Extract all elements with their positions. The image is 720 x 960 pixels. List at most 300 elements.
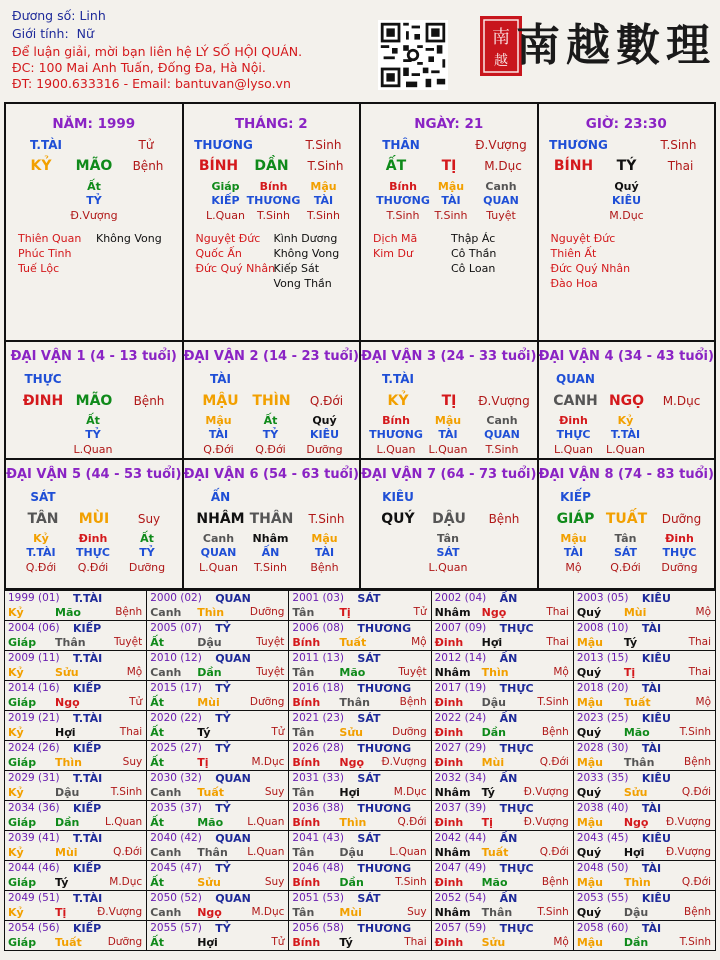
- year-label: 2025 (27): [150, 742, 202, 754]
- year-stem: Bính: [292, 936, 321, 949]
- dai-van-title: ĐẠI VẬN 5 (44 - 53 tuổi): [6, 467, 182, 482]
- hidden-phase: T.Sinh: [485, 443, 519, 456]
- year-label: 2001 (03): [292, 592, 345, 604]
- dai-van-god: THỰC: [24, 372, 62, 386]
- year-label: 2052 (54): [434, 892, 487, 904]
- hidden-god: THƯƠNG: [369, 428, 423, 441]
- dai-van-branch: MÃO: [75, 393, 113, 409]
- year-cell[interactable]: [432, 921, 574, 951]
- year-god: QUAN: [215, 832, 251, 845]
- year-god: KIẾP: [73, 802, 102, 815]
- year-stem: Tân: [292, 726, 315, 739]
- year-cell[interactable]: [574, 651, 716, 681]
- year-god: TỶ: [215, 682, 231, 695]
- year-phase: Tuyệt: [256, 666, 285, 678]
- year-phase: Suy: [264, 786, 285, 798]
- year-label: 2053 (55): [576, 892, 629, 904]
- year-stem: Tân: [292, 786, 315, 799]
- year-branch: Mão: [197, 816, 224, 829]
- year-label: 2049 (51): [8, 892, 60, 904]
- year-stem: Tân: [292, 846, 315, 859]
- year-phase: Suy: [122, 756, 143, 768]
- year-branch: Ngọ: [623, 816, 649, 829]
- year-god: TÀI: [641, 742, 662, 755]
- year-god: TÀI: [641, 682, 662, 695]
- year-cell[interactable]: [432, 591, 574, 621]
- year-phase: T.Sinh: [679, 936, 712, 948]
- year-cell[interactable]: [574, 621, 716, 651]
- year-phase: Q.Đới: [681, 786, 712, 798]
- year-phase: Đ.Vượng: [523, 786, 569, 798]
- year-branch: Mão: [339, 666, 366, 679]
- logo-text: 南越數理: [516, 20, 710, 71]
- year-god: TỶ: [215, 712, 231, 725]
- name-value: Linh: [79, 8, 106, 23]
- year-cell[interactable]: [574, 891, 716, 921]
- pillar-phase: T.Sinh: [307, 159, 344, 173]
- year-branch: Dậu: [481, 696, 506, 709]
- star-item: Cô Thần: [451, 247, 497, 260]
- year-cell[interactable]: [147, 891, 289, 921]
- year-phase: Đ.Vượng: [665, 816, 712, 828]
- year-branch: Tị: [197, 756, 209, 769]
- year-cell[interactable]: [5, 771, 147, 801]
- dai-van-cell-0: [6, 342, 184, 458]
- dai-van-cell-7: [539, 460, 715, 588]
- year-god: TỶ: [215, 622, 231, 635]
- year-phase: Bệnh: [684, 906, 712, 918]
- year-cell[interactable]: [147, 771, 289, 801]
- year-label: 2051 (53): [292, 892, 345, 904]
- year-cell[interactable]: [5, 591, 147, 621]
- year-branch: Dần: [55, 816, 80, 829]
- pillar-stem: BÍNH: [198, 158, 239, 174]
- hidden-stem: Canh: [486, 414, 518, 427]
- qr-code-icon[interactable]: [378, 20, 448, 90]
- year-cell[interactable]: [574, 681, 716, 711]
- hidden-stem: Bính: [259, 180, 288, 193]
- year-label: 2040 (42): [150, 832, 202, 844]
- year-cell[interactable]: [574, 921, 716, 951]
- star-item: Đức Quý Nhân: [550, 262, 631, 275]
- year-branch: Thìn: [481, 666, 509, 679]
- year-stem: Tân: [292, 606, 315, 619]
- year-phase: Tuyệt: [113, 636, 143, 648]
- year-label: 2011 (13): [292, 652, 345, 664]
- dai-van-title: ĐẠI VẬN 2 (14 - 23 tuổi): [183, 349, 359, 364]
- year-cell[interactable]: [147, 831, 289, 861]
- year-cell[interactable]: [289, 861, 431, 891]
- year-stem: Canh: [150, 786, 182, 799]
- dai-van-title: ĐẠI VẬN 6 (54 - 63 tuổi): [183, 467, 359, 482]
- dai-van-stem: GIÁP: [556, 511, 595, 527]
- year-phase: M.Dục: [251, 756, 285, 768]
- hidden-stem: Nhâm: [252, 532, 289, 545]
- year-cell[interactable]: [574, 591, 716, 621]
- year-branch: Thân: [197, 846, 228, 859]
- hidden-stem: Bính: [389, 180, 417, 193]
- year-phase: M.Dục: [251, 906, 285, 918]
- pillar-god-left: THÂN: [382, 138, 420, 152]
- year-cell[interactable]: [5, 891, 147, 921]
- year-label: 2054 (56): [8, 922, 60, 934]
- year-row: [5, 921, 716, 951]
- year-stem: Mậu: [576, 936, 604, 949]
- hidden-stem: Ất: [87, 180, 101, 193]
- year-god: ẤN: [499, 652, 518, 665]
- year-cell[interactable]: [147, 801, 289, 831]
- hidden-god: THỰC: [662, 546, 697, 559]
- year-phase: Tử: [271, 726, 285, 738]
- year-stem: Canh: [150, 606, 182, 619]
- year-phase: Mộ: [553, 666, 569, 678]
- year-god: KIẾP: [73, 682, 102, 695]
- year-cell[interactable]: [432, 651, 574, 681]
- year-branch: Dần: [481, 726, 506, 739]
- year-cell[interactable]: [147, 681, 289, 711]
- dai-van-stem: ĐINH: [22, 393, 64, 409]
- hidden-stem: Quý: [312, 414, 337, 427]
- year-phase: M.Dục: [393, 786, 427, 798]
- year-branch: Mão: [481, 876, 508, 889]
- hidden-phase: L.Quan: [376, 443, 416, 456]
- year-label: 2034 (36): [8, 802, 60, 814]
- year-stem: Kỷ: [8, 726, 24, 739]
- year-phase: Đ.Vượng: [97, 906, 143, 918]
- year-stem: Bính: [292, 636, 321, 649]
- hidden-stem: Đinh: [78, 532, 108, 545]
- pillar-god-right: T.Sinh: [660, 138, 697, 152]
- year-phase: Tuyệt: [256, 636, 285, 648]
- year-cell[interactable]: [5, 831, 147, 861]
- hidden-god: THƯƠNG: [246, 194, 301, 207]
- year-cell[interactable]: [289, 621, 431, 651]
- dai-van-cell-1: [184, 342, 362, 458]
- hidden-phase: Dưỡng: [128, 561, 166, 574]
- star-item: Dịch Mã: [373, 232, 418, 245]
- year-branch: Sửu: [55, 666, 79, 679]
- year-cell[interactable]: [147, 741, 289, 771]
- year-stem: Mậu: [576, 756, 604, 769]
- pillar-stem: KỶ: [30, 158, 52, 174]
- year-cell[interactable]: [5, 711, 147, 741]
- year-phase: Dưỡng: [392, 726, 427, 738]
- year-cell[interactable]: [5, 681, 147, 711]
- year-label: 2058 (60): [576, 922, 629, 934]
- hidden-phase: Dưỡng: [661, 561, 698, 574]
- hidden-stem: Tân: [614, 532, 637, 545]
- year-god: ẤN: [499, 712, 518, 725]
- year-label: 2056 (58): [292, 922, 345, 934]
- year-phase: Thai: [546, 636, 569, 648]
- year-branch: Sửu: [481, 936, 506, 949]
- pillar-phase: Thai: [667, 159, 694, 173]
- year-stem: Nhâm: [434, 846, 471, 859]
- year-cell[interactable]: [574, 711, 716, 741]
- year-label: 2033 (35): [576, 772, 629, 784]
- hidden-god: T.TÀI: [610, 428, 641, 441]
- year-god: T.TÀI: [73, 592, 103, 605]
- year-cell[interactable]: [5, 621, 147, 651]
- year-stem: Nhâm: [434, 906, 471, 919]
- year-god: ẤN: [499, 772, 518, 785]
- year-god: KIÊU: [641, 892, 671, 905]
- year-cell[interactable]: [432, 861, 574, 891]
- year-stem: Tân: [292, 666, 315, 679]
- year-branch: Hợi: [339, 786, 360, 799]
- year-cell[interactable]: [432, 801, 574, 831]
- year-cell[interactable]: [289, 651, 431, 681]
- year-phase: Q.Đới: [539, 846, 569, 858]
- year-label: 2031 (33): [292, 772, 345, 784]
- pillar-branch: TÝ: [616, 158, 637, 174]
- year-branch: Ngọ: [481, 606, 507, 619]
- year-cell[interactable]: [5, 801, 147, 831]
- year-cell[interactable]: [289, 711, 431, 741]
- year-label: 2026 (28): [292, 742, 345, 754]
- year-stem: Bính: [292, 876, 321, 889]
- year-god: SÁT: [357, 592, 381, 605]
- pillar-3: [539, 104, 715, 340]
- year-phase: Bệnh: [541, 876, 569, 888]
- year-cell[interactable]: [289, 831, 431, 861]
- hidden-stem: Kỷ: [617, 414, 634, 427]
- pillar-title: NGÀY: 21: [414, 116, 484, 132]
- year-label: 2030 (32): [150, 772, 202, 784]
- stars-left: [551, 231, 631, 291]
- star-item: Thiên Quan: [18, 232, 82, 245]
- star-item: Cô Loan: [451, 262, 496, 275]
- dai-van-god: ẤN: [210, 490, 231, 504]
- year-cell[interactable]: [574, 861, 716, 891]
- hidden-god: QUAN: [200, 546, 237, 559]
- year-cell[interactable]: [5, 861, 147, 891]
- year-cell[interactable]: [432, 771, 574, 801]
- dai-van-title: ĐẠI VẬN 7 (64 - 73 tuổi): [361, 467, 537, 482]
- hidden-god: ẤN: [261, 546, 280, 559]
- year-stem: Kỷ: [8, 606, 24, 619]
- year-cell[interactable]: [147, 861, 289, 891]
- year-branch: Mùi: [197, 696, 220, 709]
- year-cell[interactable]: [289, 681, 431, 711]
- dai-van-phase: Q.Đới: [309, 394, 344, 408]
- year-cell[interactable]: [289, 891, 431, 921]
- year-stem: Ất: [150, 936, 164, 949]
- year-branch: Hợi: [481, 636, 503, 649]
- year-god: QUAN: [215, 652, 251, 665]
- year-god: QUAN: [215, 772, 251, 785]
- hidden-phase: T.Sinh: [257, 209, 290, 222]
- year-cell[interactable]: [289, 741, 431, 771]
- year-god: TỶ: [215, 922, 231, 935]
- year-phase: Tử: [129, 696, 143, 708]
- hidden-god: TÀI: [313, 194, 334, 207]
- dai-van-row-1: [4, 460, 716, 590]
- hidden-god: QUAN: [483, 194, 519, 207]
- year-branch: Thìn: [197, 606, 225, 619]
- year-label: 2032 (34): [434, 772, 487, 784]
- year-god: QUAN: [215, 592, 251, 605]
- year-stem: Đinh: [434, 636, 464, 649]
- dai-van-phase: Bệnh: [133, 394, 165, 408]
- year-branch: Thân: [481, 906, 513, 919]
- four-pillars-table: [4, 102, 716, 342]
- year-cell[interactable]: [289, 801, 431, 831]
- year-cell[interactable]: [5, 741, 147, 771]
- pillar-0: [6, 104, 184, 340]
- dai-van-god: QUAN: [556, 372, 595, 386]
- year-label: 2035 (37): [150, 802, 202, 814]
- dai-van-phase: T.Sinh: [308, 512, 345, 526]
- year-cell[interactable]: [432, 891, 574, 921]
- year-god: T.TÀI: [73, 892, 103, 905]
- year-stem: Đinh: [434, 876, 464, 889]
- hidden-phase: Mộ: [565, 561, 582, 574]
- year-phase: Bệnh: [684, 756, 712, 768]
- hidden-stem: Ất: [86, 414, 100, 427]
- name-label: Đương số:: [12, 8, 76, 23]
- year-god: T.TÀI: [73, 832, 103, 845]
- year-label: 2046 (48): [292, 862, 345, 874]
- year-god: KIẾP: [73, 742, 102, 755]
- year-branch: Thìn: [55, 756, 82, 769]
- year-cell[interactable]: [147, 591, 289, 621]
- year-branch: Sửu: [623, 786, 648, 799]
- dai-van-branch: TUẤT: [605, 511, 648, 527]
- pillar-2: [361, 104, 539, 340]
- year-stem: Ất: [150, 756, 164, 769]
- star-item: Nguyệt Đức: [550, 232, 616, 245]
- year-row: [5, 651, 716, 681]
- year-branch: Tý: [55, 876, 69, 889]
- year-cell[interactable]: [147, 921, 289, 951]
- hidden-phase: Đ.Vượng: [70, 209, 118, 222]
- year-cell[interactable]: [289, 591, 431, 621]
- year-stem: Ất: [150, 726, 164, 739]
- year-branch: Thân: [55, 636, 86, 649]
- star-item: Nguyệt Đức: [195, 232, 261, 245]
- year-branch: Dần: [623, 936, 649, 949]
- star-item: Đào Hoa: [550, 277, 598, 290]
- svg-text:南: 南: [492, 27, 510, 48]
- dai-van-stem: TÂN: [27, 511, 59, 527]
- hidden-god: TÀI: [314, 546, 335, 559]
- dai-van-stem: KỶ: [387, 393, 409, 409]
- dai-van-stem: CANH: [553, 393, 598, 409]
- pillar-god-right: Tử: [138, 138, 154, 152]
- dai-van-title: ĐẠI VẬN 3 (24 - 33 tuổi): [361, 349, 537, 364]
- year-phase: Mộ: [553, 936, 569, 948]
- hidden-god: TỶ: [262, 428, 279, 441]
- year-label: 2057 (59): [434, 922, 487, 934]
- dai-van-branch: MÙI: [78, 511, 110, 527]
- year-god: T.TÀI: [73, 712, 103, 725]
- year-phase: L.Quan: [247, 846, 285, 858]
- year-cell[interactable]: [289, 921, 431, 951]
- year-god: THỰC: [499, 802, 534, 815]
- year-cell[interactable]: [432, 681, 574, 711]
- year-label: 2018 (20): [576, 682, 629, 694]
- hidden-stem: Mậu: [310, 180, 337, 193]
- year-god: THƯƠNG: [357, 742, 412, 755]
- hidden-phase: T.Sinh: [434, 209, 468, 222]
- year-god: ẤN: [499, 832, 518, 845]
- year-stem: Canh: [150, 906, 182, 919]
- year-cell[interactable]: [574, 831, 716, 861]
- header-info: [12, 8, 352, 92]
- year-stem: Bính: [292, 696, 321, 709]
- year-branch: Dậu: [55, 786, 80, 799]
- dai-van-title: ĐẠI VẬN 8 (74 - 83 tuổi): [538, 467, 714, 482]
- year-cell[interactable]: [574, 741, 716, 771]
- year-phase: Tuyệt: [398, 666, 427, 678]
- year-branch: Hợi: [197, 936, 218, 949]
- year-label: 2048 (50): [576, 862, 629, 874]
- year-god: KIÊU: [641, 832, 671, 845]
- year-stem: Nhâm: [434, 786, 471, 799]
- year-cell[interactable]: [147, 651, 289, 681]
- stars-left: [373, 231, 417, 261]
- year-god: THƯƠNG: [357, 622, 412, 635]
- year-cell[interactable]: [5, 921, 147, 951]
- year-branch: Mão: [623, 726, 650, 739]
- year-cell[interactable]: [432, 711, 574, 741]
- year-cell[interactable]: [147, 621, 289, 651]
- dai-van-phase: Suy: [137, 512, 161, 526]
- year-phase: Dưỡng: [107, 936, 143, 948]
- year-label: 2010 (12): [150, 652, 202, 664]
- year-label: 2024 (26): [8, 742, 60, 754]
- stars-left: [196, 231, 276, 276]
- year-cell[interactable]: [432, 741, 574, 771]
- year-label: 2007 (09): [434, 622, 487, 634]
- year-cell[interactable]: [432, 621, 574, 651]
- hidden-stem: Canh: [485, 180, 517, 193]
- year-phase: T.Sinh: [537, 696, 569, 708]
- year-cell[interactable]: [289, 771, 431, 801]
- hidden-phase: Q.Đới: [255, 443, 286, 456]
- year-cell[interactable]: [574, 801, 716, 831]
- year-cell[interactable]: [147, 711, 289, 741]
- year-branch: Tuất: [197, 786, 225, 799]
- pillar-branch: TỊ: [441, 158, 457, 174]
- year-label: 2045 (47): [150, 862, 202, 874]
- hidden-god: TÀI: [441, 194, 461, 207]
- hidden-god: TỶ: [86, 194, 102, 207]
- year-row: [5, 681, 716, 711]
- year-stem: Giáp: [8, 936, 37, 949]
- address-line: ĐC: 100 Mai Anh Tuấn, Đống Đa, Hà Nội.: [12, 60, 266, 75]
- year-cell[interactable]: [5, 651, 147, 681]
- hidden-phase: Q.Đới: [25, 561, 57, 574]
- star-item: Thiên Ất: [550, 247, 597, 260]
- hidden-phase: Dưỡng: [306, 443, 343, 456]
- year-branch: Thìn: [623, 876, 651, 889]
- year-cell[interactable]: [432, 831, 574, 861]
- year-god: SÁT: [357, 712, 381, 725]
- year-branch: Dậu: [339, 846, 364, 859]
- year-god: T.TÀI: [73, 652, 103, 665]
- year-god: KIÊU: [641, 712, 671, 725]
- year-label: 2044 (46): [8, 862, 60, 874]
- year-phase: Đ.Vượng: [381, 756, 427, 768]
- year-cell[interactable]: [574, 771, 716, 801]
- year-label: 2006 (08): [292, 622, 345, 634]
- pillar-title: NĂM: 1999: [52, 116, 136, 132]
- stars-left: [18, 231, 81, 276]
- hidden-stem: Kỷ: [33, 532, 49, 545]
- hidden-god: THƯƠNG: [376, 194, 430, 207]
